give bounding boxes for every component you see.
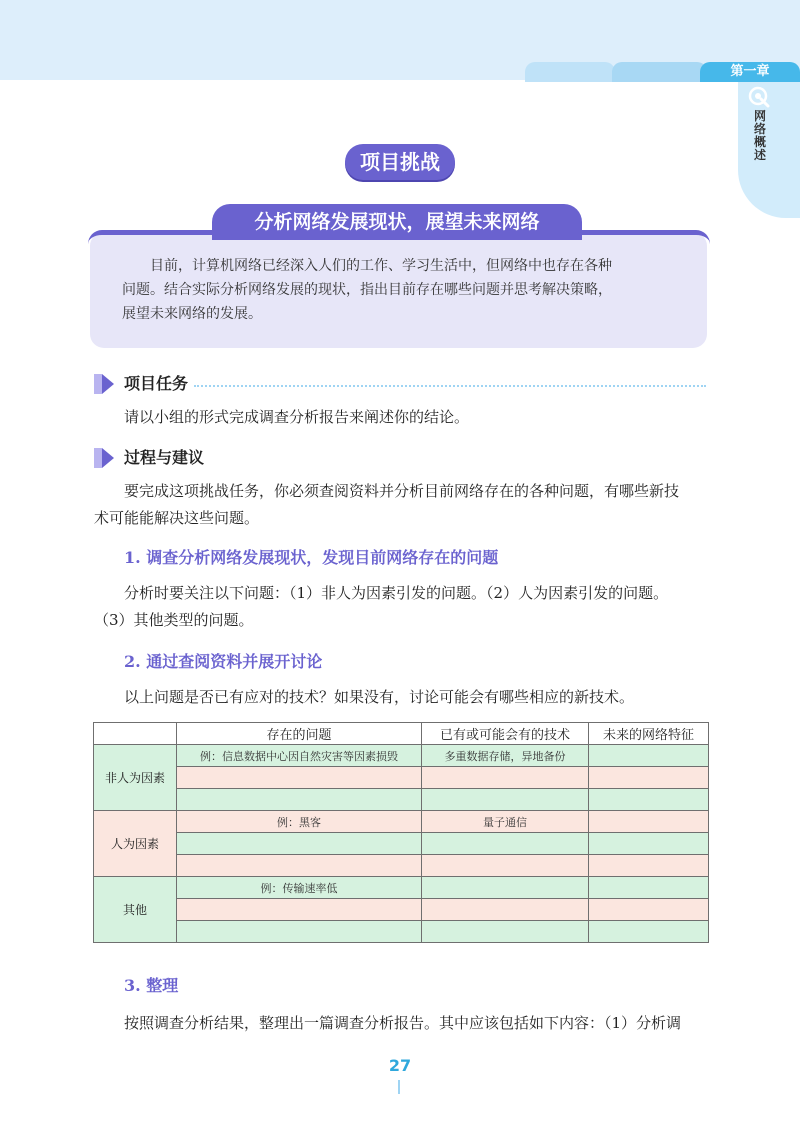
step3-paragraph: 按照调查分析结果，整理出一篇调查分析报告。其中应该包括如下内容：（1）分析调: [124, 1014, 682, 1032]
header-tab-decor-2: [612, 62, 707, 82]
blank-cell: [177, 921, 422, 943]
blank-cell: [422, 899, 589, 921]
task-text: [94, 404, 706, 431]
step1-text: [94, 580, 706, 634]
example-problem-cell: 例：黑客: [177, 811, 422, 833]
table-header-cell: 已有或可能会有的技术: [422, 723, 589, 745]
step2-text: [94, 684, 706, 711]
example-tech-cell: 量子通信: [422, 811, 589, 833]
feature-cell: [589, 745, 709, 767]
table-row: [94, 921, 709, 943]
blank-cell: [177, 833, 422, 855]
blank-cell: [422, 767, 589, 789]
table-row: [94, 833, 709, 855]
feature-cell: [589, 811, 709, 833]
section-marker-icon: [94, 372, 116, 396]
page-number: 27: [388, 1056, 412, 1075]
blank-cell: [589, 767, 709, 789]
feature-cell: [589, 877, 709, 899]
table-row: [94, 877, 709, 899]
blank-cell: [177, 789, 422, 811]
step2-paragraph: 以上问题是否已有应对的技术？如果没有，讨论可能会有哪些相应的新技术。: [124, 688, 635, 706]
row-label-other: 其他: [94, 877, 177, 943]
table-row: [94, 899, 709, 921]
table-row: [94, 767, 709, 789]
step1-title: 1. 调查分析网络发展现状，发现目前网络存在的问题: [124, 548, 499, 567]
blank-cell: [177, 899, 422, 921]
intro-line-3: 展望未来网络的发展。: [122, 306, 262, 322]
table-header-row: [94, 723, 709, 745]
example-problem-cell: 例：信息数据中心因自然灾害等因素损毁: [177, 745, 422, 767]
step1-line-2: （3）其他类型的问题。: [94, 611, 254, 629]
row-label-human: 人为因素: [94, 811, 177, 877]
table-header-cell: [94, 723, 177, 745]
example-problem-cell: 例：传输速率低: [177, 877, 422, 899]
page-number-tick: [398, 1080, 400, 1094]
table-header-cell: 存在的问题: [177, 723, 422, 745]
blank-cell: [422, 921, 589, 943]
section-process-title: 过程与建议: [124, 448, 205, 467]
step3-title: 3. 整理: [124, 976, 179, 995]
process-line-2: 术可能能解决这些问题。: [94, 509, 260, 527]
challenge-title-pill: 项目挑战: [345, 144, 455, 180]
section-task-title: 项目任务: [124, 374, 189, 393]
blank-cell: [589, 833, 709, 855]
row-label-non-human: 非人为因素: [94, 745, 177, 811]
section-marker-icon: [94, 446, 116, 470]
intro-line-1: 目前，计算机网络已经深入人们的工作、学习生活中，但网络中也存在各种: [150, 258, 612, 274]
task-paragraph: 请以小组的形式完成调查分析报告来阐述你的结论。: [124, 408, 470, 426]
blank-cell: [589, 921, 709, 943]
blank-cell: [589, 899, 709, 921]
header-tab-decor-1: [525, 62, 615, 82]
blank-cell: [422, 855, 589, 877]
intro-line-2: 问题。结合实际分析网络发展的现状，指出目前存在哪些问题并思考解决策略，: [122, 282, 612, 298]
survey-table: [93, 722, 709, 943]
section-task-heading: [94, 372, 706, 396]
table-row: [94, 789, 709, 811]
blank-cell: [177, 855, 422, 877]
challenge-intro-text: [122, 254, 682, 326]
table-row: [94, 745, 709, 767]
blank-cell: [422, 833, 589, 855]
blank-cell: [589, 789, 709, 811]
chapter-tab: 第一章: [700, 62, 800, 82]
network-search-icon: [748, 86, 770, 108]
section-process-heading: [94, 446, 706, 470]
blank-cell: [177, 767, 422, 789]
table-row: [94, 811, 709, 833]
step1-line-1: 分析时要关注以下问题：（1）非人为因素引发的问题。（2）人为因素引发的问题。: [124, 584, 669, 602]
challenge-banner: 分析网络发展现状，展望未来网络: [212, 204, 582, 240]
section-dotted-rule: [194, 385, 706, 387]
process-text: [94, 478, 706, 532]
process-line-1: 要完成这项挑战任务，你必须查阅资料并分析目前网络存在的各种问题，有哪些新技: [124, 482, 680, 500]
table-header-cell: 未来的网络特征: [589, 723, 709, 745]
step3-text: [94, 1010, 706, 1037]
blank-cell: [422, 789, 589, 811]
blank-cell: [589, 855, 709, 877]
table-row: [94, 855, 709, 877]
side-chapter-label: 网络概述: [753, 109, 766, 162]
example-tech-cell: [422, 877, 589, 899]
step2-title: 2. 通过查阅资料并展开讨论: [124, 652, 323, 671]
example-tech-cell: 多重数据存储，异地备份: [422, 745, 589, 767]
